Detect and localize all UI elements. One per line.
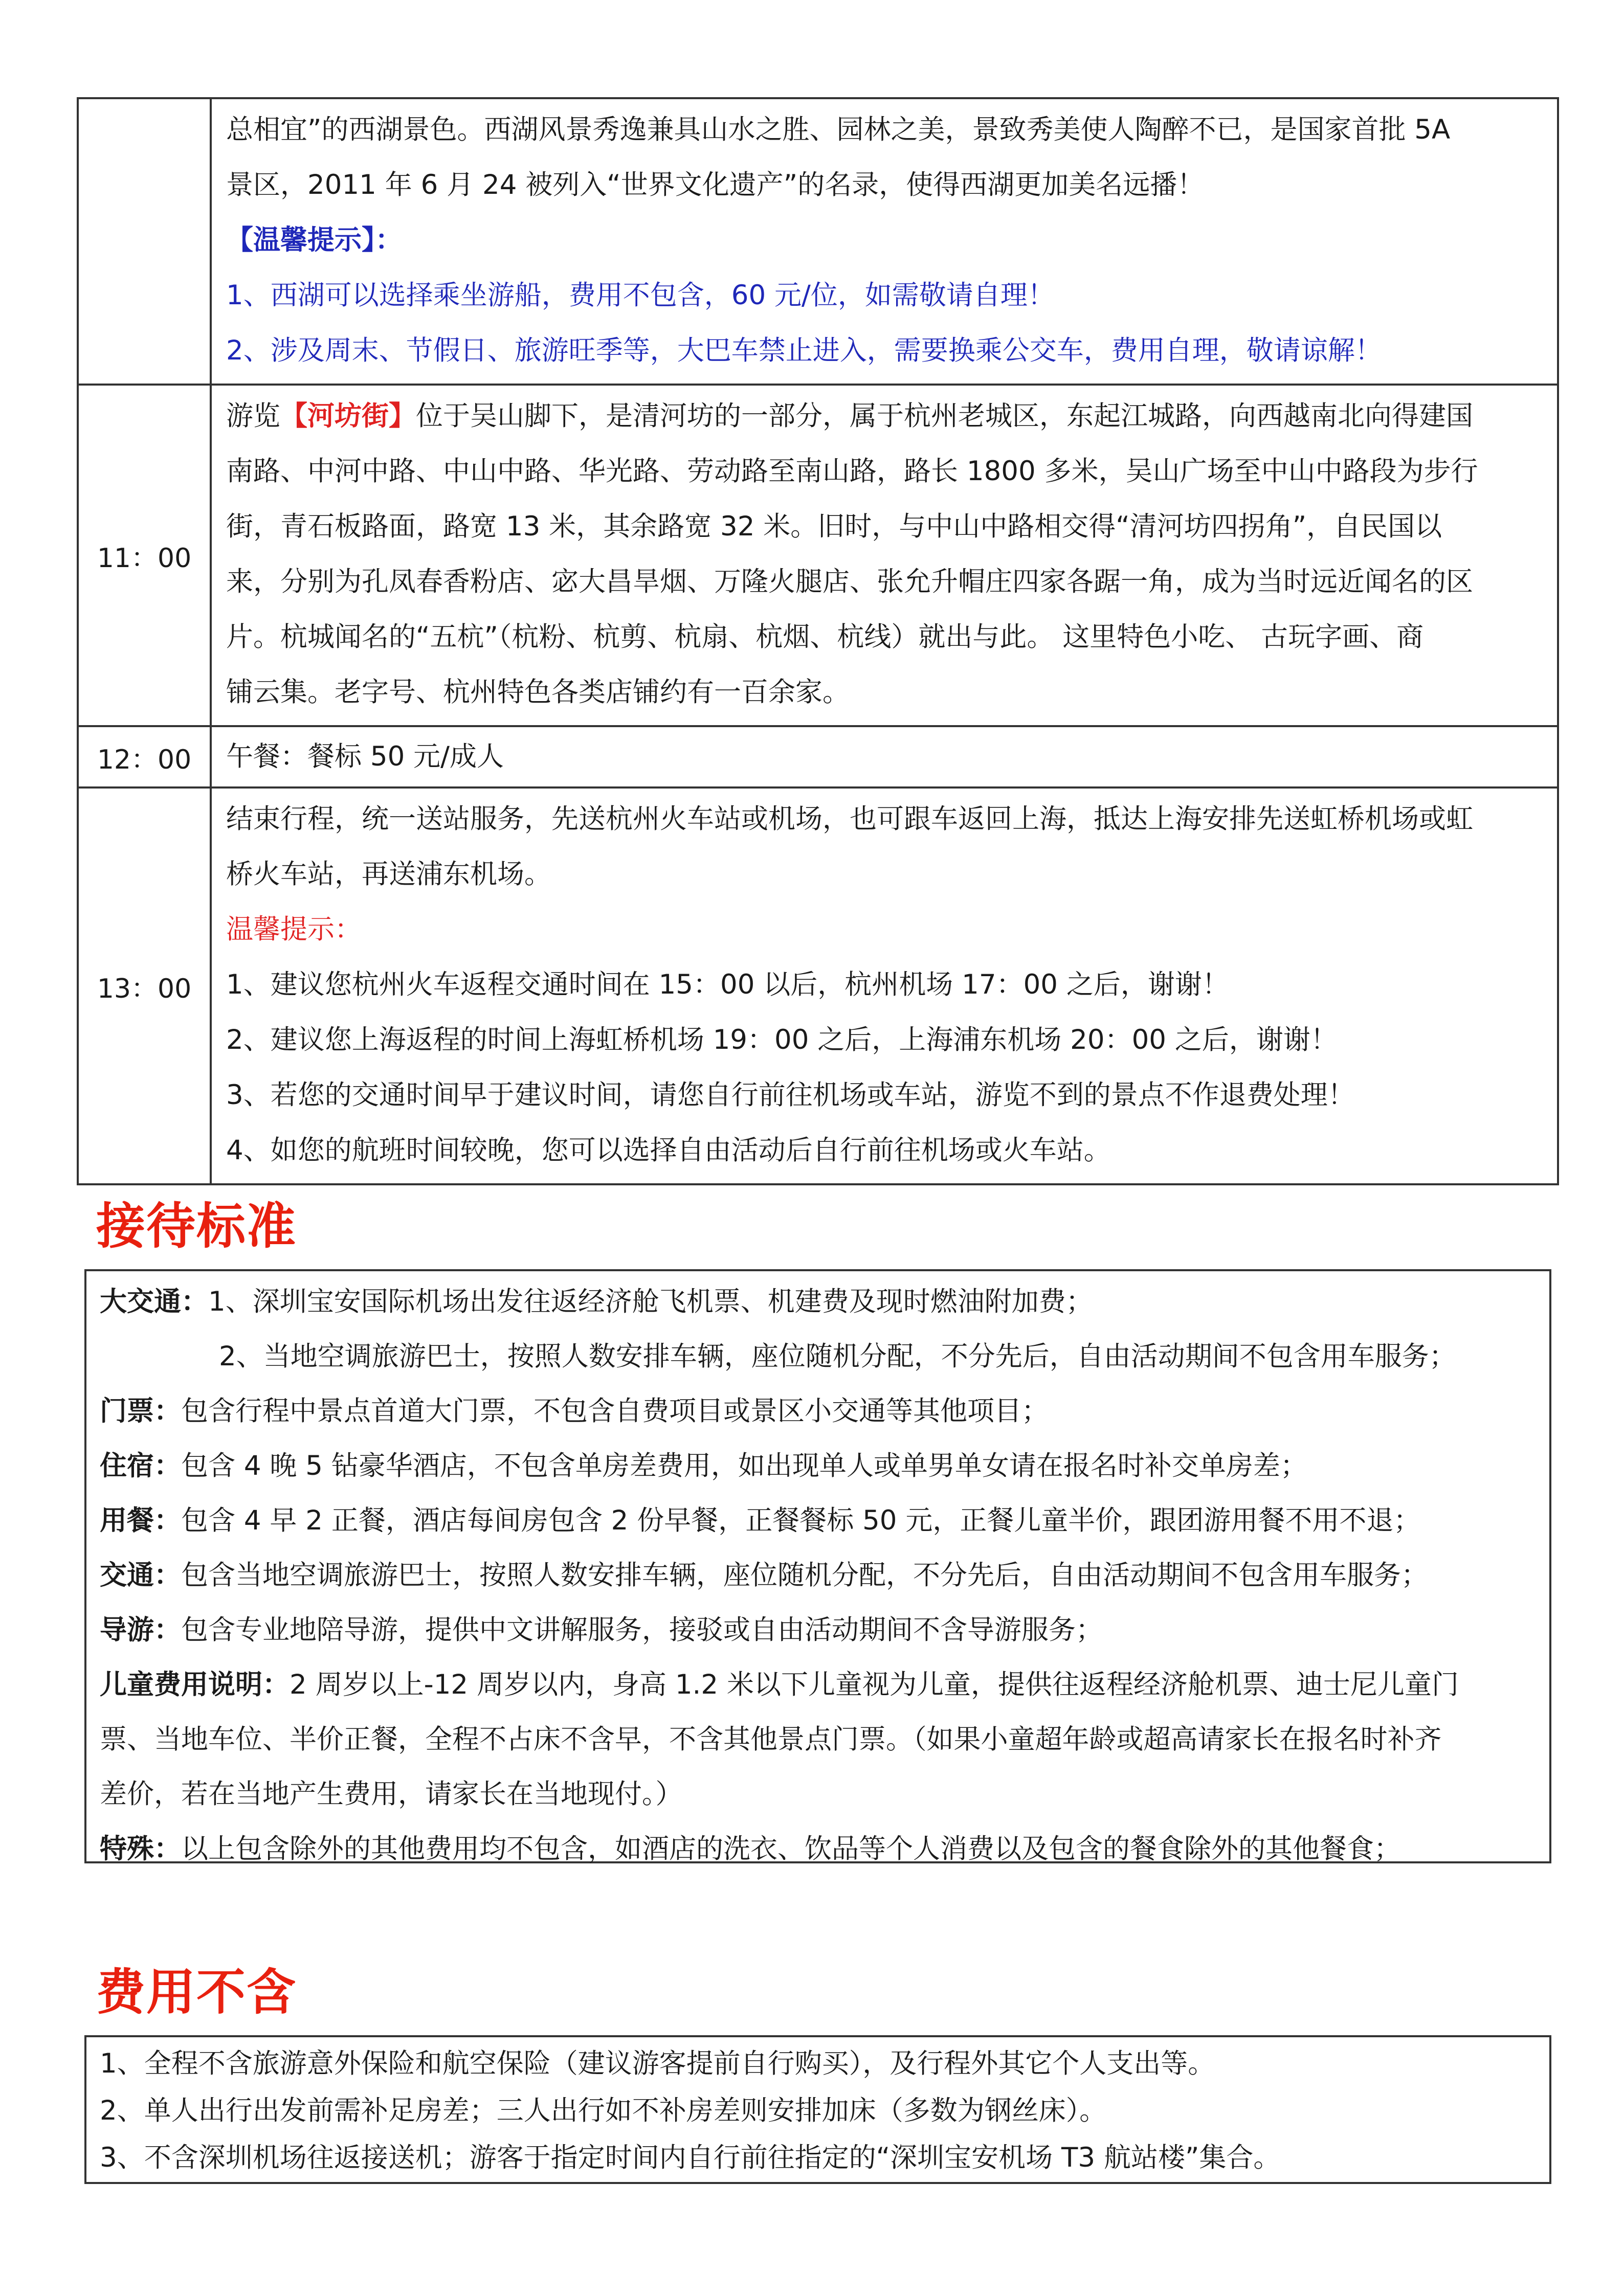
standard-row-transport <box>100 1274 1537 1329</box>
time-cell <box>78 98 211 385</box>
tip-item: 3、若您的交通时间早于建议时间，请您自行前往机场或车站，游览不到的景点不作退费处理！ <box>226 1079 1355 1111</box>
standard-text: 包含当地空调旅游巴士，按照人数安排车辆，座位随机分配，不分先后，自由活动期间不包含用车服务； <box>181 1560 1428 1591</box>
tip-item: 2、建议您上海返程的时间上海虹桥机场 19：00 之后，上海浦东机场 20：00 之后，谢谢！ <box>226 1024 1338 1055</box>
itinerary-table <box>77 97 1559 1185</box>
description-line: 总相宜”的西湖景色。西湖风景秀逸兼具山水之胜、园林之美，景致秀美使人陶醉不已，是国家首批 5A <box>226 114 1451 145</box>
standard-row-special <box>100 1821 1537 1876</box>
description-line: 结束行程，统一送站服务，先送杭州火车站或机场，也可跟车返回上海，抵达上海安排先送虹桥机场或虹 <box>226 803 1473 835</box>
standard-text: 以上包含除外的其他费用均不包含，如酒店的洗衣、饮品等个人消费以及包含的餐食除外的其他餐食； <box>181 1833 1401 1864</box>
description-cell <box>211 98 1558 385</box>
standard-label: 导游： <box>100 1614 181 1646</box>
description-line: 铺云集。老字号、杭州特色各类店铺约有一百余家。 <box>226 677 850 708</box>
tip-item: 4、如您的航班时间较晚，您可以选择自由活动后自行前往机场或火车站。 <box>226 1135 1111 1166</box>
description-line: 景区，2011 年 6 月 24 被列入“世界文化遗产”的名录，使得西湖更加美名远播！ <box>226 169 1205 200</box>
standard-row-transport-2: 2、当地空调旅游巴士，按照人数安排车辆，座位随机分配，不分先后，自由活动期间不包含用车服务； <box>219 1341 1456 1372</box>
itinerary-row-lunch <box>78 726 1558 787</box>
section-title-exclusions: 费用不含 <box>96 1964 297 2021</box>
description-cell <box>211 385 1558 726</box>
exclusion-item: 2、单人出行出发前需补足房差；三人出行如不补房差则安排加床（多数为钢丝床）。 <box>100 2095 1107 2126</box>
standard-row-guide <box>100 1603 1537 1657</box>
standard-text: 包含行程中景点首道大门票，不包含自费项目或景区小交通等其他项目； <box>181 1395 1049 1427</box>
description-cell <box>211 787 1558 1184</box>
description-cell <box>211 726 1558 787</box>
standard-label: 大交通： <box>100 1286 208 1317</box>
tip-item: 1、建议您杭州火车返程交通时间在 15：00 以后，杭州机场 17：00 之后，谢谢！ <box>226 969 1229 1000</box>
tip-item: 2、涉及周末、节假日、旅游旺季等，大巴车禁止进入，需要换乘公交车，费用自理，敬请谅解！ <box>226 335 1382 366</box>
standard-label: 儿童费用说明： <box>100 1669 290 1700</box>
description-line: 街，青石板路面，路宽 13 米，其余路宽 32 米。旧时，与中山中路相交得“清河坊四拐角”，自民国以 <box>226 511 1442 542</box>
description-line: 南路、中河中路、中山中路、华光路、劳动路至南山路，路长 1800 多米，吴山广场至中山中路段为步行 <box>226 456 1478 487</box>
description-line: 桥火车站，再送浦东机场。 <box>226 859 551 890</box>
standard-row-child-2: 票、当地车位、半价正餐，全程不占床不含早，不含其他景点门票。（如果小童超年龄或超高请家长在报名时补齐 <box>100 1724 1442 1755</box>
itinerary-row-departure <box>78 787 1558 1184</box>
time-cell: 12：00 <box>78 726 211 787</box>
exclusion-item: 3、不含深圳机场往返接送机；游客于指定时间内自行前往指定的“深圳宝安机场 T3 航站楼”集合。 <box>100 2142 1281 2173</box>
standard-label: 交通： <box>100 1560 181 1591</box>
standard-row-child <box>100 1657 1537 1712</box>
time-cell: 11：00 <box>78 385 211 726</box>
standard-row-child-3: 差价，若在当地产生费用，请家长在当地现付。） <box>100 1779 683 1810</box>
attraction-name: 【河坊街】 <box>280 400 416 432</box>
time-cell: 13：00 <box>78 787 211 1184</box>
description-text: 位于吴山脚下，是清河坊的一部分，属于杭州老城区，东起江城路，向西越南北向得建国 <box>416 400 1473 432</box>
standard-row-meal <box>100 1493 1537 1548</box>
tip-item: 1、西湖可以选择乘坐游船，费用不包含，60 元/位，如需敬请自理！ <box>226 280 1055 311</box>
standard-row-ticket <box>100 1384 1537 1438</box>
description-line <box>226 389 1545 444</box>
standard-text: 2 周岁以上-12 周岁以内，身高 1.2 米以下儿童视为儿童，提供往返程经济舱机票、迪士尼儿童门 <box>290 1669 1459 1700</box>
standard-label: 门票： <box>100 1395 181 1427</box>
standard-label: 特殊： <box>100 1833 181 1864</box>
exclusions-box <box>84 2035 1551 2184</box>
tip-label: 温馨提示： <box>226 914 362 945</box>
standard-text: 包含 4 早 2 正餐，酒店每间房包含 2 份早餐，正餐餐标 50 元，正餐儿童半价，跟团游用餐不用不退； <box>181 1505 1421 1536</box>
tip-label: 【温馨提示】： <box>226 224 403 256</box>
standard-text: 包含专业地陪导游，提供中文讲解服务，接驳或自由活动期间不含导游服务； <box>181 1614 1103 1646</box>
standards-box <box>84 1269 1551 1863</box>
itinerary-row-hefang-street <box>78 385 1558 726</box>
standard-text: 1、深圳宝安国际机场出发往返经济舱飞机票、机建费及现时燃油附加费； <box>208 1286 1093 1317</box>
visit-prefix: 游览 <box>226 400 280 432</box>
standard-row-local-transport <box>100 1548 1537 1603</box>
standard-text: 包含 4 晚 5 钻豪华酒店，不包含单房差费用，如出现单人或单男单女请在报名时补交单房差； <box>181 1450 1307 1481</box>
description-line: 来，分别为孔凤春香粉店、宓大昌旱烟、万隆火腿店、张允升帽庄四家各踞一角，成为当时远近闻名的区 <box>226 566 1473 597</box>
standard-row-hotel <box>100 1438 1537 1493</box>
standard-label: 住宿： <box>100 1450 181 1481</box>
description-line: 片。杭城闻名的“五杭”（杭粉、杭剪、杭扇、杭烟、杭线）就出与此。 这里特色小吃、 古玩字画、商 <box>226 621 1424 652</box>
exclusion-item: 1、全程不含旅游意外保险和航空保险（建议游客提前自行购买），及行程外其它个人支出等。 <box>100 2048 1215 2079</box>
standard-label: 用餐： <box>100 1505 181 1536</box>
itinerary-row-west-lake <box>78 98 1558 385</box>
section-title-standards: 接待标准 <box>96 1198 297 1255</box>
description-line: 午餐：餐标 50 元/成人 <box>226 741 504 772</box>
